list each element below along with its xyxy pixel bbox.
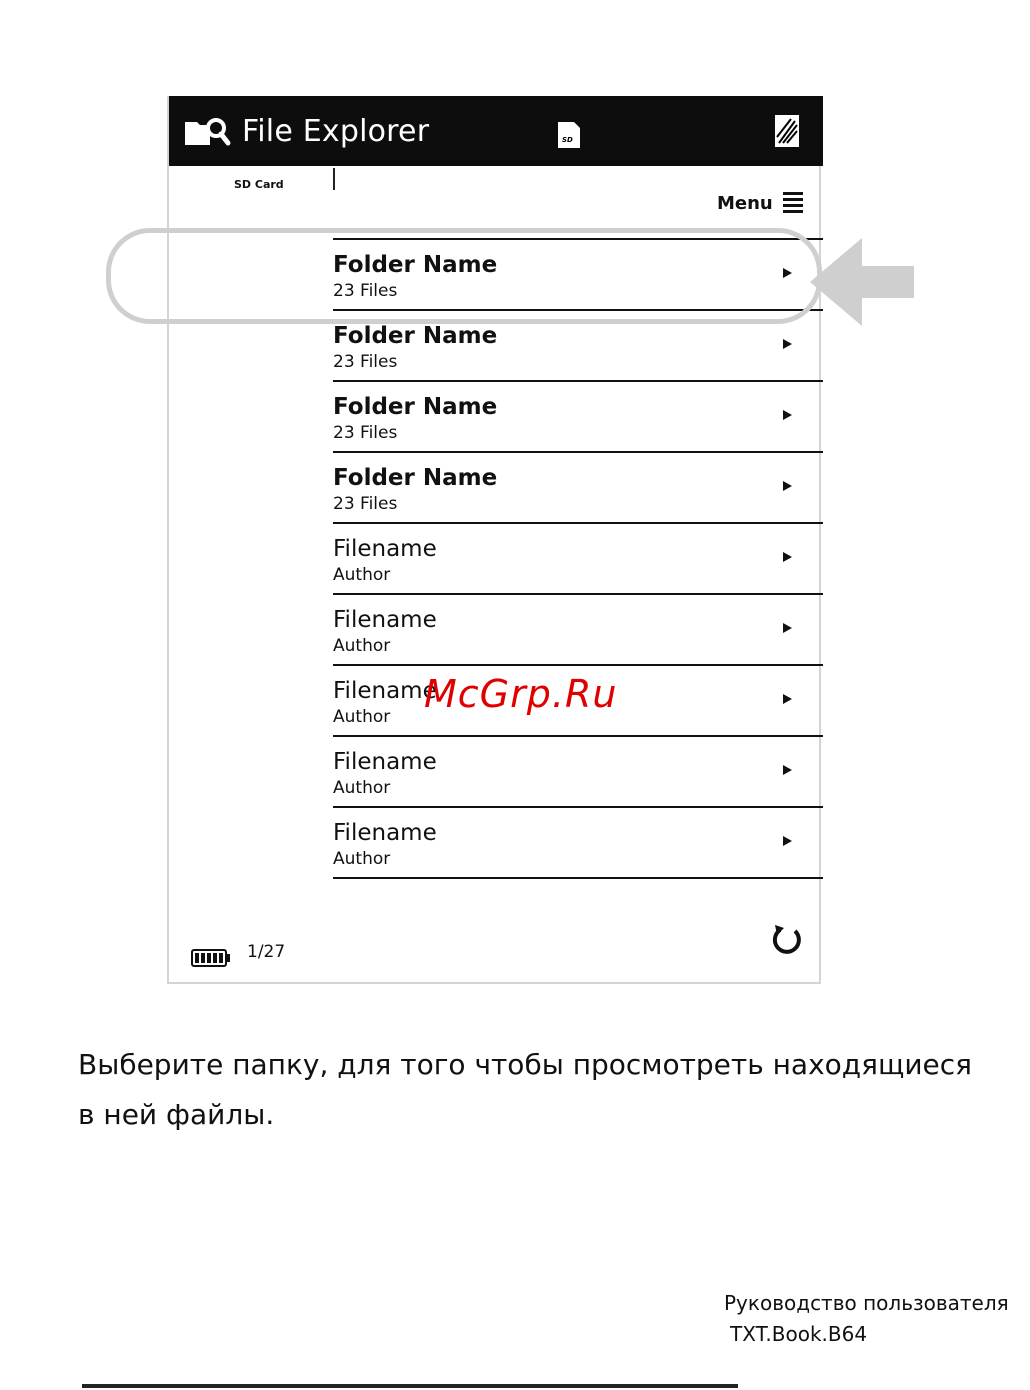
file-list — [333, 238, 823, 879]
item-title: Folder Name — [333, 394, 498, 420]
page-footer — [724, 1288, 1009, 1350]
item-title: Filename — [333, 536, 437, 562]
item-title: Filename — [333, 749, 437, 775]
item-subtitle: Author — [333, 778, 391, 798]
footer-title: Руководство пользователя — [724, 1291, 1009, 1315]
list-item[interactable] — [333, 238, 823, 309]
item-title: Filename — [333, 607, 437, 633]
right-arrow-icon — [783, 552, 792, 562]
list-item[interactable] — [333, 522, 823, 593]
list-item[interactable] — [333, 380, 823, 451]
watermark: McGrp.Ru — [424, 672, 618, 716]
refresh-icon[interactable] — [769, 922, 805, 958]
right-arrow-icon — [783, 481, 792, 491]
right-arrow-icon — [783, 623, 792, 633]
tab-divider — [333, 168, 335, 190]
item-title: Folder Name — [333, 252, 498, 278]
hamburger-icon — [779, 190, 805, 216]
footer-model: TXT.Book.B64 — [730, 1322, 868, 1346]
item-subtitle: Author — [333, 849, 391, 869]
list-item[interactable] — [333, 451, 823, 522]
item-title: Folder Name — [333, 465, 498, 491]
list-item[interactable] — [333, 309, 823, 380]
item-subtitle: 23 Files — [333, 494, 398, 514]
right-arrow-icon — [783, 836, 792, 846]
page-indicator: 1/27 — [247, 942, 286, 962]
right-arrow-icon — [783, 765, 792, 775]
item-subtitle: Author — [333, 707, 391, 727]
right-arrow-icon — [783, 694, 792, 704]
title-bar — [169, 96, 823, 166]
wireless-icon[interactable] — [773, 113, 801, 149]
item-subtitle: 23 Files — [333, 423, 398, 443]
list-item[interactable] — [333, 806, 823, 879]
menu-label: Menu — [717, 192, 773, 214]
pointer-arrow-icon — [808, 236, 916, 328]
sd-card-icon[interactable] — [556, 120, 582, 150]
svg-text:SD: SD — [562, 136, 573, 144]
storage-tab-sd-card[interactable]: SD Card — [234, 178, 284, 191]
folder-search-icon — [183, 116, 231, 148]
list-item[interactable] — [333, 735, 823, 806]
right-arrow-icon — [783, 339, 792, 349]
bottom-rule — [82, 1384, 738, 1388]
right-arrow-icon — [783, 268, 792, 278]
item-subtitle: 23 Files — [333, 281, 398, 301]
item-title: Filename — [333, 820, 437, 846]
menu-button[interactable] — [717, 190, 805, 216]
battery-icon — [191, 948, 231, 968]
item-subtitle: 23 Files — [333, 352, 398, 372]
instruction-caption: Выберите папку, для того чтобы просмотреть находящиеся в ней файлы. — [78, 1048, 973, 1131]
item-subtitle: Author — [333, 565, 391, 585]
list-item[interactable] — [333, 593, 823, 664]
device-screen — [167, 96, 821, 984]
item-title: Folder Name — [333, 323, 498, 349]
right-arrow-icon — [783, 410, 792, 420]
page-title: File Explorer — [242, 114, 430, 149]
item-title: Filename — [333, 678, 437, 704]
item-subtitle: Author — [333, 636, 391, 656]
